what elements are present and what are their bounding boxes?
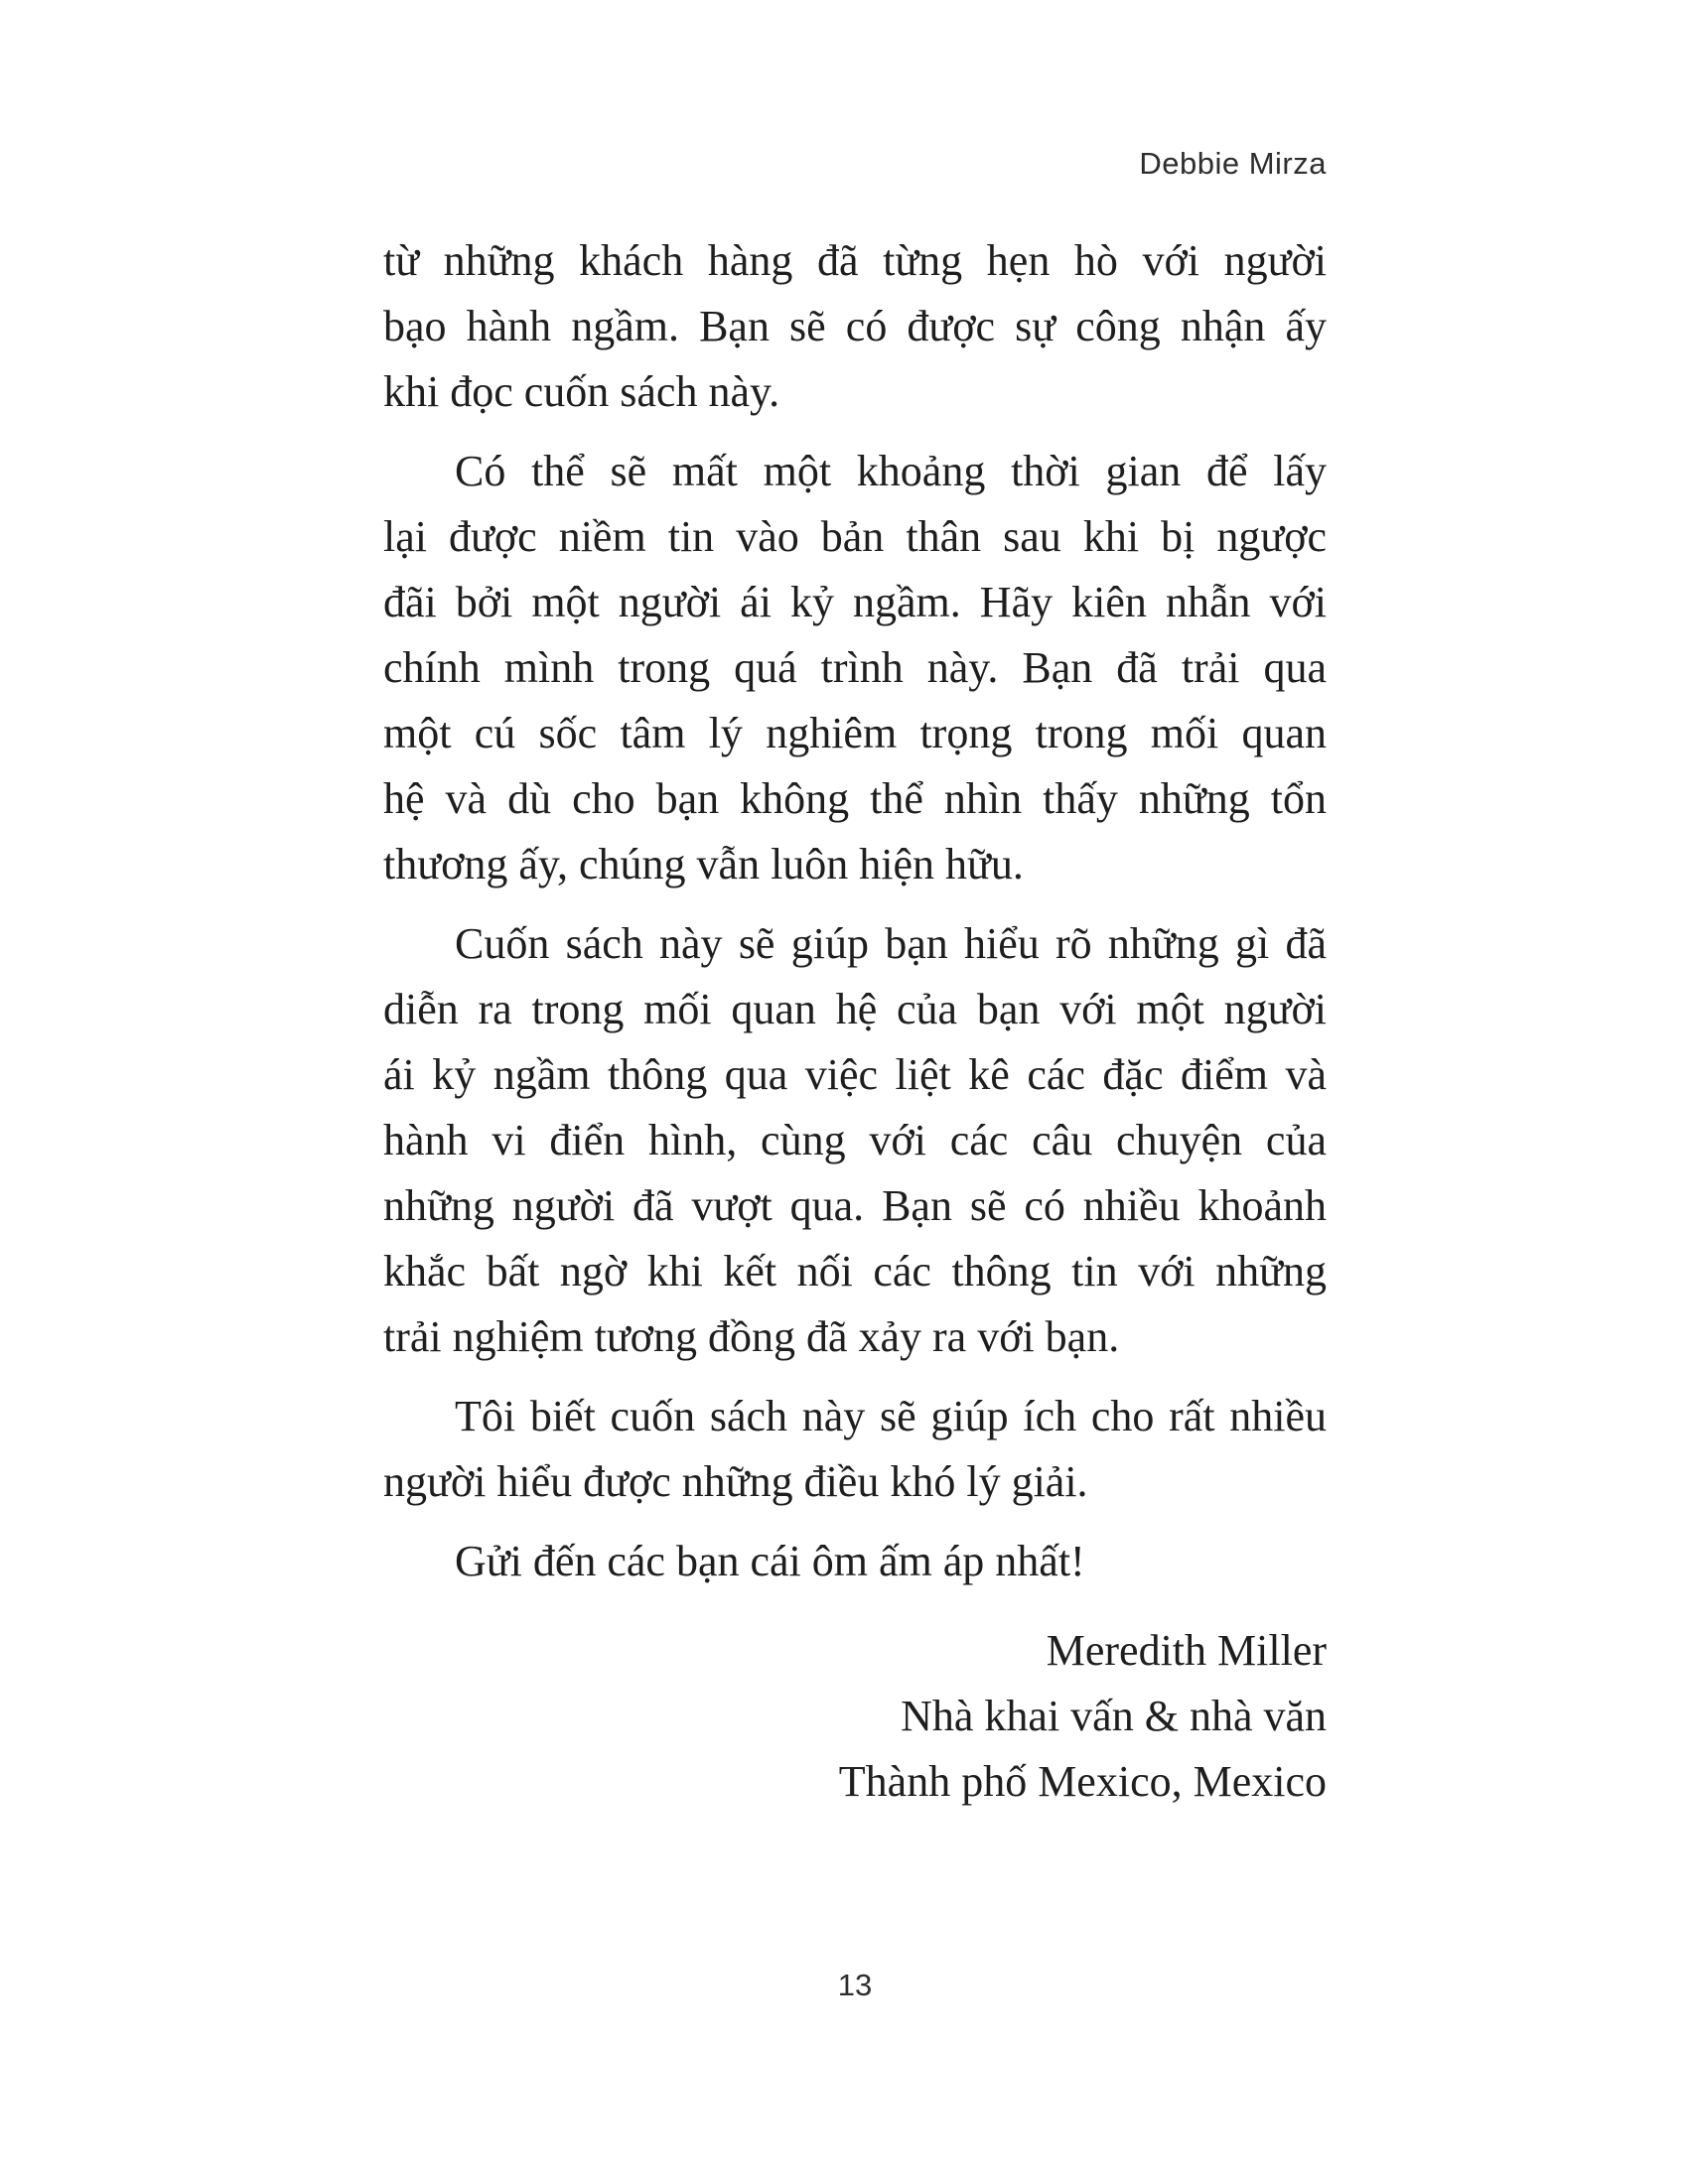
paragraph xyxy=(383,1529,1327,1594)
body-text-line: hành vi điển hình, cùng với các câu chuyện của xyxy=(383,1116,1327,1164)
body-text-line: Cuốn sách này sẽ giúp bạn hiểu rõ những gì đã xyxy=(455,919,1327,968)
body-text-line: trải nghiệm tương đồng đã xảy ra với bạn. xyxy=(383,1312,1120,1361)
body-text-line: hệ và dù cho bạn không thể nhìn thấy những tổn xyxy=(383,774,1327,823)
paragraph xyxy=(383,228,1327,425)
running-header-author: Debbie Mirza xyxy=(1139,146,1327,181)
page-number: 13 xyxy=(837,1968,873,2002)
page-body-text xyxy=(383,228,1327,1815)
body-text-line: khi đọc cuốn sách này. xyxy=(383,367,780,416)
body-text-line: thương ấy, chúng vẫn luôn hiện hữu. xyxy=(383,840,1024,888)
body-text-line: Có thể sẽ mất một khoảng thời gian để lấy xyxy=(455,447,1327,495)
body-text-line: ái kỷ ngầm thông qua việc liệt kê các đặc điểm và xyxy=(383,1050,1327,1099)
paragraph xyxy=(383,911,1327,1370)
body-text-line: khắc bất ngờ khi kết nối các thông tin với những xyxy=(383,1247,1327,1296)
body-text-line: người hiểu được những điều khó lý giải. xyxy=(383,1457,1088,1506)
paragraph xyxy=(383,1384,1327,1515)
body-text-line: một cú sốc tâm lý nghiêm trọng trong mối quan xyxy=(383,709,1327,757)
signature-block xyxy=(383,1618,1327,1815)
body-text-line: Tôi biết cuốn sách này sẽ giúp ích cho rất nhiều xyxy=(455,1392,1327,1440)
body-text-line: những người đã vượt qua. Bạn sẽ có nhiều khoảnh xyxy=(383,1181,1327,1230)
body-text-line: từ những khách hàng đã từng hẹn hò với người xyxy=(383,236,1327,285)
body-text-line: Gửi đến các bạn cái ôm ấm áp nhất! xyxy=(455,1537,1085,1585)
signature-name: Meredith Miller xyxy=(1046,1626,1327,1675)
body-text-line: đãi bởi một người ái kỷ ngầm. Hãy kiên nhẫn với xyxy=(383,578,1327,626)
body-text-line: lại được niềm tin vào bản thân sau khi bị ngược xyxy=(383,512,1327,561)
paragraph xyxy=(383,439,1327,897)
body-text-line: diễn ra trong mối quan hệ của bạn với một người xyxy=(383,985,1327,1033)
body-text-line: bạo hành ngầm. Bạn sẽ có được sự công nhận ấy xyxy=(383,302,1327,350)
signature-location: Thành phố Mexico, Mexico xyxy=(838,1757,1327,1806)
signature-title: Nhà khai vấn & nhà văn xyxy=(901,1692,1327,1740)
body-text-line: chính mình trong quá trình này. Bạn đã trải qua xyxy=(383,643,1327,692)
